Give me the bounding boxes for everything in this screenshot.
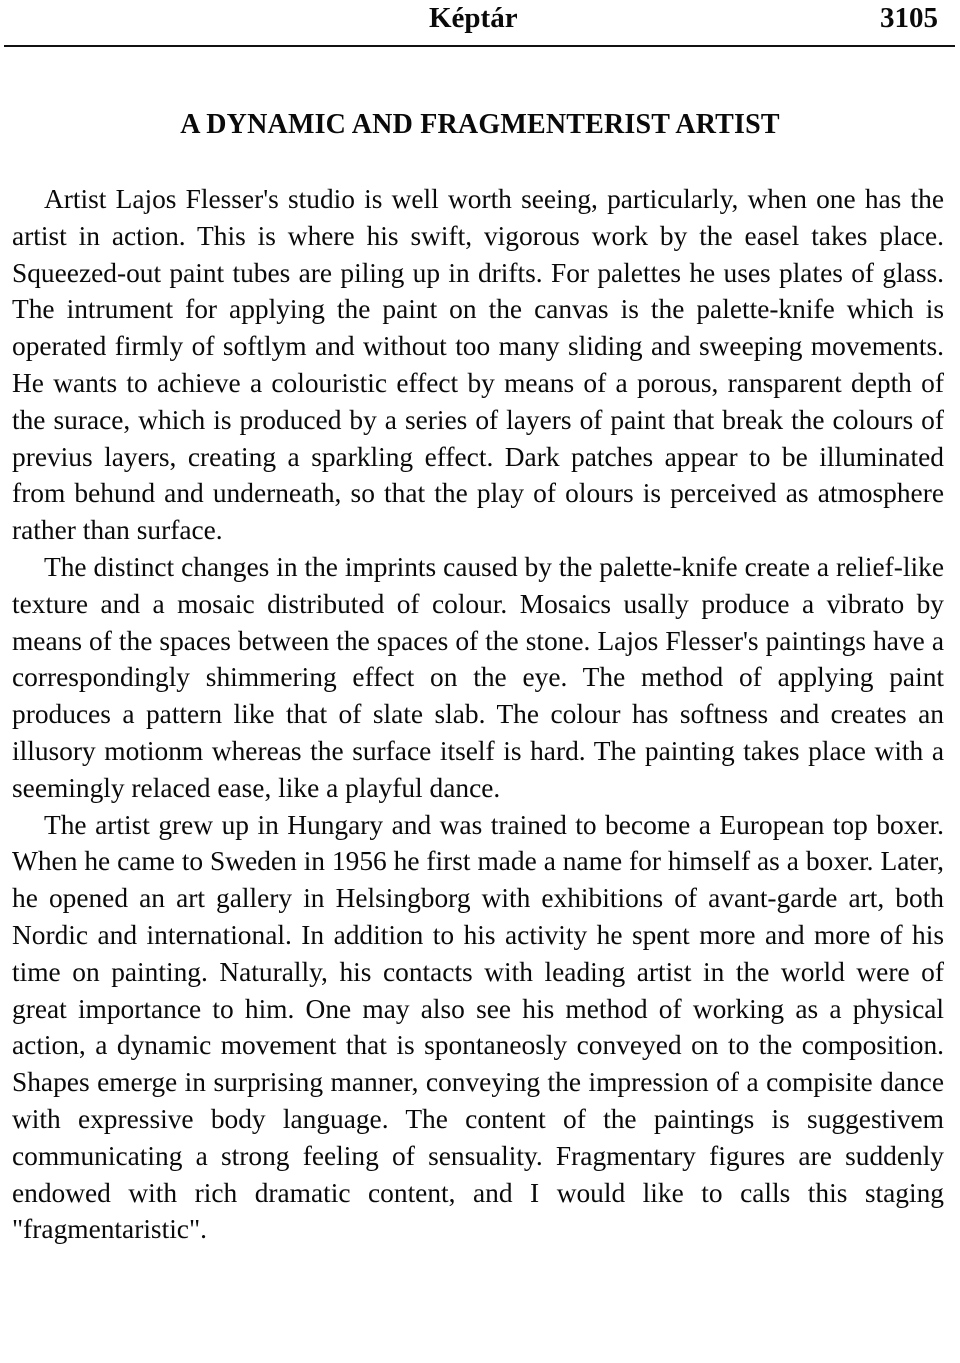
- paragraph: The artist grew up in Hungary and was trained to become a European top boxer. When he came to Sweden in 1956 he first made a name for himself as a boxer. Later, he opened an art gallery in Helsingborg with exhibitions of avant-garde art, both Nordic and international. In addition to his activity he spent more and more of his time on painting. Naturally, his contacts with leading artist in the world were of great importance to him. One may also see his method of working as a physical action, a dynamic movement that is spontaneosly conveyed on to the composition. Shapes emerge in surprising manner, conveying the impression of a compisite dance with expressive body language. The content of the paintings is suggestivem communicating a strong feeling of sensuality. Fragmentary figures are suddenly endowed with rich dramatic content, and I would like to calls this staging "fragmentaristic".: [12, 809, 944, 1245]
- header-rule: [4, 45, 955, 47]
- journal-title: Képtár: [429, 2, 518, 34]
- paragraph: Artist Lajos Flesser's studio is well worth seeing, particularly, when one has the artist in action. This is where his swift, vigorous work by the easel takes place. Squeezed-out paint tubes are piling up in drifts. For palettes he uses plates of glass. The intrument for applying the paint on the canvas is the palette-knife which is operated firmly of softlym and without too many sliding and sweeping movements. He wants to achieve a colouristic effect by means of a porous, ransparent depth of the surace, which is produced by a series of layers of paint that break the colours of previus layers, creating a sparkling effect. Dark patches appear to be illuminated from behund and underneath, so that the play of olours is perceived as atmosphere rather than surface.: [12, 184, 944, 546]
- paragraph: The distinct changes in the imprints caused by the palette-knife create a relief-like texture and a mosaic distributed of colour. Mosaics usally produce a vibrato by means of the spaces between the spaces of the stone. Lajos Flesser's paintings have a correspondingly shimmering effect on the eye. The method of applying paint produces a pattern like that of slate slab. The colour has softness and creates an illusory motionm whereas the surface itself is hard. The painting takes place with a seemingly relaced ease, like a playful dance.: [12, 551, 944, 803]
- running-header: [0, 0, 960, 46]
- article-body: [12, 181, 944, 1248]
- article-title: A DYNAMIC AND FRAGMENTERIST ARTIST: [180, 109, 780, 140]
- page-number: 3105: [880, 2, 938, 34]
